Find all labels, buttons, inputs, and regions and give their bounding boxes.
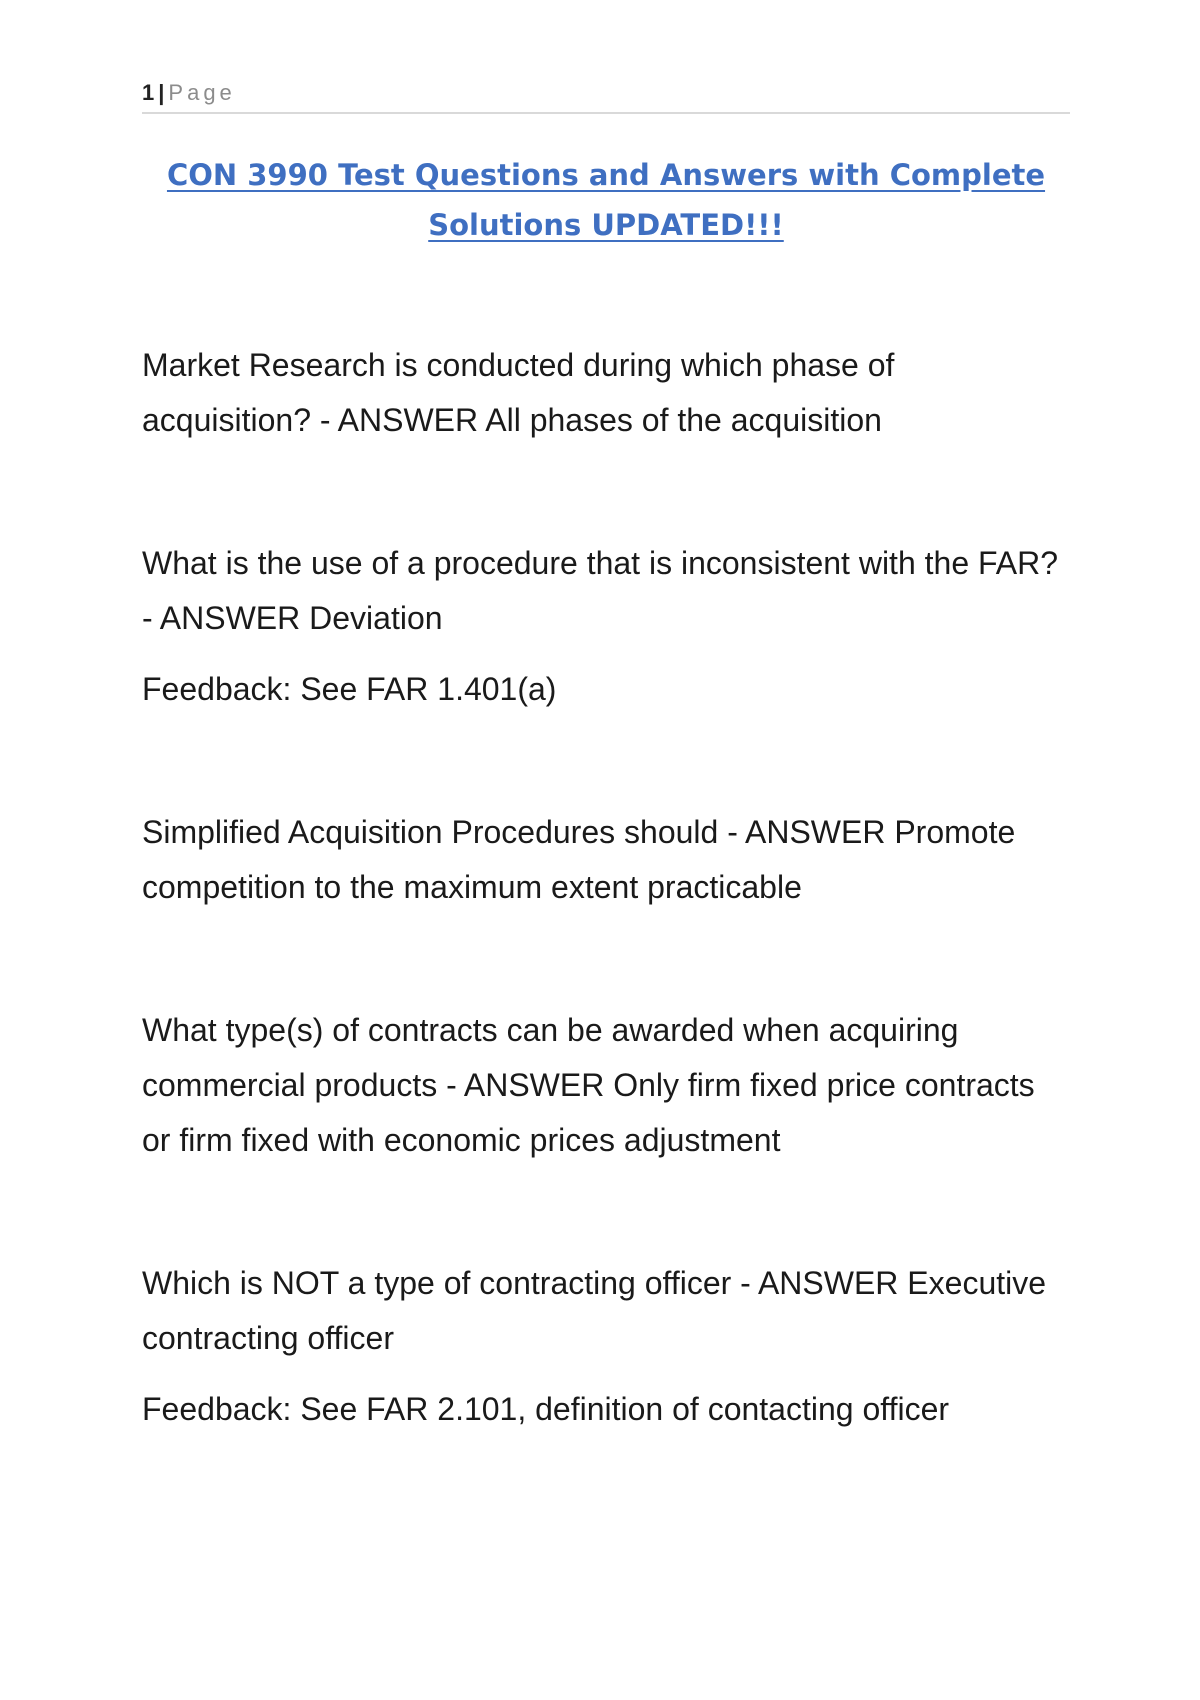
qa-item	[142, 338, 1070, 448]
document-title: CON 3990 Test Questions and Answers with Complete Solutions UPDATED!!!	[166, 158, 1046, 242]
question-answer: What type(s) of contracts can be awarded when acquiring commercial products - ANSWER Only firm fixed price contracts or firm fixed with economic prices adjustment	[142, 1012, 1035, 1158]
question-answer: What is the use of a procedure that is inconsistent with the FAR? - ANSWER Deviation	[142, 545, 1059, 636]
page-label: Page	[168, 80, 236, 105]
question-answer: Which is NOT a type of contracting officer - ANSWER Executive contracting officer	[142, 1265, 1047, 1356]
page-separator: |	[158, 80, 165, 105]
qa-item	[142, 1256, 1070, 1437]
page-header	[142, 76, 1070, 114]
feedback-note: Feedback: See FAR 2.101, definition of contacting officer	[142, 1391, 950, 1427]
question-answer: Simplified Acquisition Procedures should - ANSWER Promote competition to the maximum extent practicable	[142, 814, 1016, 905]
qa-item	[142, 536, 1070, 717]
page-number: 1	[142, 80, 155, 105]
qa-item	[142, 805, 1070, 915]
qa-item	[142, 1003, 1070, 1168]
feedback-note: Feedback: See FAR 1.401(a)	[142, 671, 557, 707]
question-answer: Market Research is conducted during which phase of acquisition? - ANSWER All phases of the acquisition	[142, 347, 895, 438]
qa-list	[142, 338, 1070, 1525]
